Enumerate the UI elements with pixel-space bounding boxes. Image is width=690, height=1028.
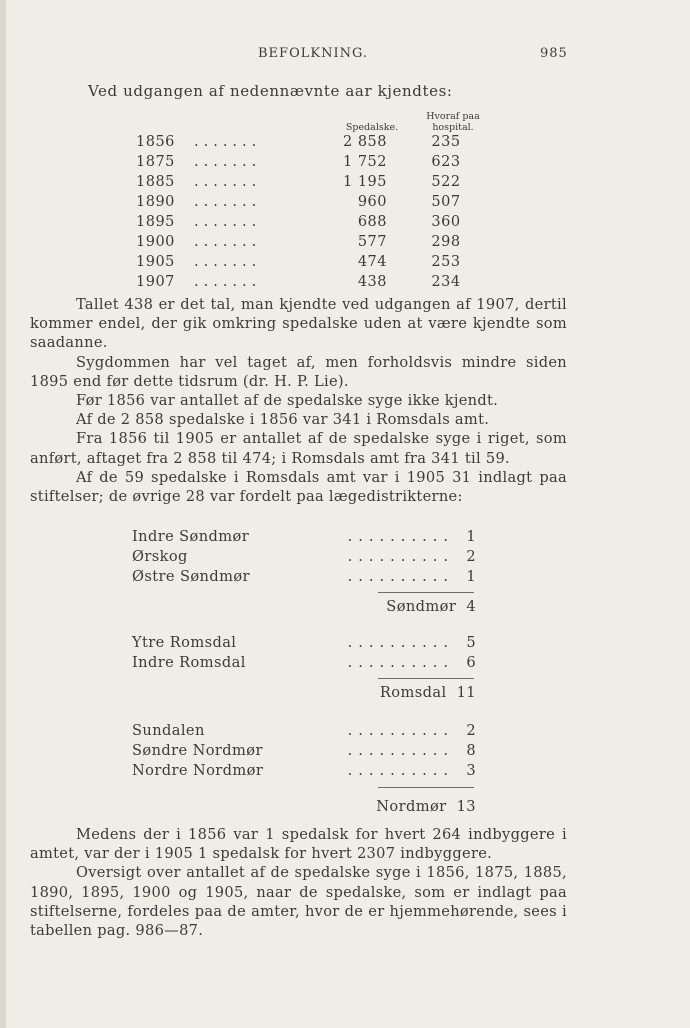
district-row (132, 634, 476, 654)
table-row (136, 234, 496, 254)
leader-dots: ....... (194, 254, 262, 270)
leader-dots: .......... (347, 548, 454, 565)
district-row (132, 528, 476, 548)
leader-dots: .......... (347, 722, 454, 739)
paragraph: Før 1856 var antallet af de spedalske syge ikke kjendt. (76, 392, 499, 410)
leader-dots: ....... (194, 154, 262, 170)
lepers-cell: 688 (357, 214, 387, 230)
district-value: 6 (466, 654, 476, 671)
table-row (136, 274, 496, 294)
year-cell: 1907 (136, 274, 175, 290)
lepers-cell: 1 195 (342, 174, 387, 190)
col-header-hospital-line2: hospital. (432, 122, 474, 133)
lepers-cell: 577 (357, 234, 387, 250)
lepers-cell: 2 858 (342, 134, 387, 150)
subtotal-value: 11 (456, 684, 476, 701)
col-header-hospital (420, 111, 486, 133)
paragraph: Medens der i 1856 var 1 spedalsk for hvert 264 indbyggere i amtet, var der i 1905 1 spedalsk for hvert 2307 indbyggere. (30, 826, 567, 863)
body-text-upper (30, 295, 567, 506)
district-value: 5 (466, 634, 476, 651)
subtotal-label: Romsdal (379, 684, 447, 701)
subtotal-rule (378, 787, 474, 788)
subtotal-label: Søndmør (386, 598, 457, 615)
leader-dots: ....... (194, 194, 262, 210)
leader-dots: .......... (347, 742, 454, 759)
table-row (136, 174, 496, 194)
year-cell: 1875 (136, 154, 175, 170)
table-row (136, 134, 496, 154)
year-cell: 1856 (136, 134, 175, 150)
subtotal-rule (378, 678, 474, 679)
paragraph: Af de 59 spedalske i Romsdals amt var i 1905 31 indlagt paa stiftelser; de øvrige 28 var fordelt paa lægedistrikterne: (30, 468, 567, 506)
district-row (132, 722, 476, 742)
district-row (132, 654, 476, 674)
district-name: Ytre Romsdal (132, 634, 240, 651)
subtotal-sondmor (340, 598, 476, 615)
hospital-cell: 360 (431, 214, 461, 230)
district-value: 2 (466, 548, 476, 565)
hospital-cell: 522 (431, 174, 461, 190)
paragraph: Oversigt over antallet af de spedalske syge i 1856, 1875, 1885, 1890, 1895, 1900 og 1905, naar de spedalske, som er indlagt paa stiftelserne, fordeles paa de amter, hvor de er hjemmehørende, sees i tabellen pag. 986—87. (30, 864, 567, 940)
district-value: 8 (466, 742, 476, 759)
district-row (132, 568, 476, 588)
district-name: Indre Romsdal (132, 654, 250, 671)
running-head: BEFOLKNING. (258, 46, 369, 61)
subtotal-label: Nordmør (376, 798, 447, 815)
year-cell: 1895 (136, 214, 175, 230)
district-value: 2 (466, 722, 476, 739)
col-header-lepers: Spedalske. (345, 122, 399, 133)
subtotal-rule (378, 592, 474, 593)
leader-dots: .......... (347, 634, 454, 651)
leader-dots: ....... (194, 134, 262, 150)
table-intro: Ved udgangen af nedennævnte aar kjendtes: (88, 82, 453, 100)
district-name: Nordre Nordmør (132, 762, 267, 779)
district-name: Søndre Nordmør (132, 742, 267, 759)
year-cell: 1900 (136, 234, 175, 250)
leader-dots: ....... (194, 174, 262, 190)
hospital-cell: 507 (431, 194, 461, 210)
paragraph: Af de 2 858 spedalske i 1856 var 341 i Romsdals amt. (76, 411, 490, 429)
subtotal-value: 4 (466, 598, 476, 615)
lepers-cell: 438 (357, 274, 387, 290)
subtotal-nordmor (340, 798, 476, 815)
leader-dots: ....... (194, 214, 262, 230)
leader-dots: .......... (347, 762, 454, 779)
district-value: 1 (466, 568, 476, 585)
table-row (136, 214, 496, 234)
col-header-hospital-line1: Hvoraf paa (426, 111, 480, 122)
table-row (136, 254, 496, 274)
district-name: Indre Søndmør (132, 528, 253, 545)
district-name: Sundalen (132, 722, 209, 739)
leader-dots: .......... (347, 528, 454, 545)
lepers-cell: 1 752 (342, 154, 387, 170)
leader-dots: .......... (347, 568, 454, 585)
subtotal-value: 13 (456, 798, 476, 815)
hospital-cell: 235 (431, 134, 461, 150)
district-value: 3 (466, 762, 476, 779)
body-text-lower (30, 825, 567, 940)
district-row (132, 548, 476, 568)
paragraph: Fra 1856 til 1905 er antallet af de spedalske syge i riget, som anført, aftaget fra 2 858 til 474; i Romsdals amt fra 341 til 59. (30, 430, 567, 467)
page-number: 985 (540, 46, 568, 61)
hospital-cell: 623 (431, 154, 461, 170)
district-value: 1 (466, 528, 476, 545)
district-name: Østre Søndmør (132, 568, 254, 585)
subtotal-romsdal (340, 684, 476, 701)
hospital-cell: 298 (431, 234, 461, 250)
district-row (132, 742, 476, 762)
paragraph: Tallet 438 er det tal, man kjendte ved udgangen af 1907, dertil kommer endel, der gik omkring spedalske uden at være kjendte som saadanne. (30, 296, 567, 352)
paragraph: Sygdommen har vel taget af, men forholdsvis mindre siden 1895 end før dette tidsrum (dr. H. P. Lie). (30, 353, 567, 390)
year-cell: 1885 (136, 174, 175, 190)
leader-dots: .......... (347, 654, 454, 671)
lepers-cell: 474 (357, 254, 387, 270)
year-cell: 1890 (136, 194, 175, 210)
hospital-cell: 253 (431, 254, 461, 270)
leader-dots: ....... (194, 234, 262, 250)
leader-dots: ....... (194, 274, 262, 290)
table-row (136, 194, 496, 214)
hospital-cell: 234 (431, 274, 461, 290)
table-row (136, 154, 496, 174)
district-row (132, 762, 476, 782)
year-cell: 1905 (136, 254, 175, 270)
page-edge (0, 0, 6, 1028)
lepers-cell: 960 (357, 194, 387, 210)
district-name: Ørskog (132, 548, 192, 565)
